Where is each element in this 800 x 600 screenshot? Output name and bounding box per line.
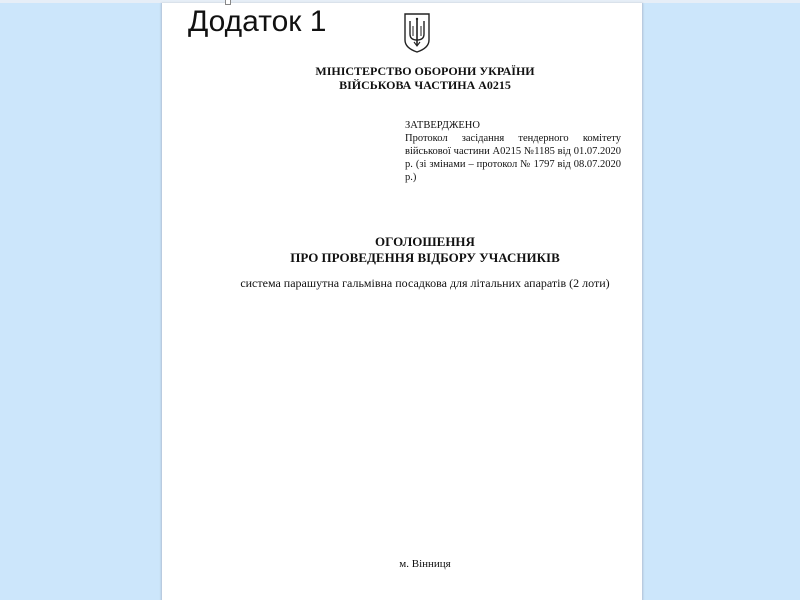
approval-block (405, 119, 621, 184)
military-unit-name: ВІЙСЬКОВА ЧАСТИНА А0215 (339, 78, 511, 92)
ministry-header (230, 64, 620, 92)
ministry-name: МІНІСТЕРСТВО ОБОРОНИ УКРАЇНИ (315, 64, 535, 78)
city-label: м. Вінниця (399, 558, 451, 570)
approval-heading: ЗАТВЕРДЖЕНО (405, 120, 480, 131)
trident-coat-of-arms-icon (403, 12, 431, 54)
approval-protocol-text: Протокол засідання тендерного комітету військової частини А0215 №1185 від 01.07.2020 р. (зі змінами – протокол № 1797 від 08.07.2020 р.) (405, 133, 621, 183)
document-page (161, 3, 643, 600)
announcement-title-line2: ПРО ПРОВЕДЕННЯ ВІДБОРУ УЧАСНИКІВ (290, 250, 560, 265)
procurement-subject: система парашутна гальмівна посадкова для літальних апаратів (2 лоти) (240, 276, 610, 290)
announcement-title-line1: ОГОЛОШЕННЯ (375, 234, 475, 249)
announcement-title (230, 234, 620, 266)
annex-label: Додаток 1 (188, 5, 327, 38)
